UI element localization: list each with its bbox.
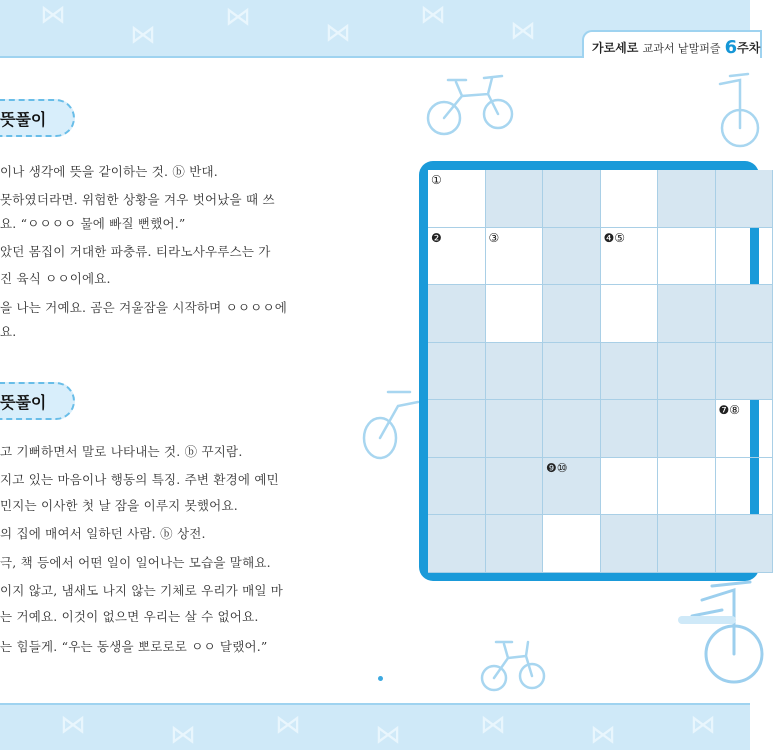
clue-line: 못하였더라면. 위험한 상황을 겨우 벗어났을 때 쓰 (0, 192, 275, 207)
grid-cell (601, 343, 659, 401)
clue-line: 요. “ㅇㅇㅇㅇ 물에 빠질 뻔했어.” (0, 216, 186, 231)
grid-cell (543, 285, 601, 343)
bow-icon: ⋈ (590, 720, 616, 750)
bow-icon: ⋈ (60, 710, 86, 740)
bow-icon: ⋈ (40, 0, 66, 30)
grid-cell (658, 400, 716, 458)
bow-icon: ⋈ (275, 710, 301, 740)
clue-line: 고 기뻐하면서 말로 나타내는 것. ⓑ 꾸지람. (0, 444, 243, 459)
grid-cell (716, 343, 773, 401)
bicycle-icon (700, 72, 760, 152)
grid-cell (543, 400, 601, 458)
section-label: 뜻풀이 (0, 393, 47, 412)
clue-line: 진 육식 ㅇㅇ이에요. (0, 271, 111, 286)
bicycle-icon (422, 68, 517, 140)
grid-cell (428, 285, 486, 343)
bow-icon: ⋈ (420, 0, 446, 30)
clue-line: 는 힘들게. “우는 동생을 뽀로로로 ㅇㅇ 달랬어.” (0, 639, 268, 654)
clue-line: 았던 몸집이 거대한 파충류. 티라노사우루스는 가 (0, 244, 271, 259)
bow-icon: ⋈ (480, 710, 506, 740)
clue-line: 는 거예요. 이것이 없으면 우리는 살 수 없어요. (0, 609, 259, 624)
grid-cell (658, 343, 716, 401)
grid-cell (716, 515, 773, 573)
grid-cell[interactable] (543, 515, 601, 573)
bow-icon: ⋈ (510, 16, 536, 46)
header-title: 가로세로 교과서 낱말퍼즐 6주차 (592, 37, 761, 58)
section-label: 뜻풀이 (0, 110, 47, 129)
clue-line: 지고 있는 마음이나 행동의 특징. 주변 환경에 예민 (0, 472, 279, 487)
grid-cell[interactable] (601, 170, 659, 228)
grid-cell (658, 285, 716, 343)
crossword-grid (428, 170, 750, 572)
grid-cell (486, 458, 544, 516)
clue-line: 을 나는 거예요. 곰은 겨울잠을 시작하며 ㅇㅇㅇㅇ에 (0, 300, 287, 315)
grid-cell[interactable] (716, 228, 773, 286)
grid-cell (543, 170, 601, 228)
grid-cell[interactable] (428, 228, 486, 286)
grid-cell[interactable] (428, 170, 486, 228)
grid-cell (486, 515, 544, 573)
grid-cell (428, 400, 486, 458)
clue-line: 민지는 이사한 첫 날 잠을 이루지 못했어요. (0, 498, 238, 513)
clue-number: ❷ (431, 230, 442, 245)
grid-cell (601, 400, 659, 458)
grid-cell (486, 400, 544, 458)
grid-cell[interactable] (601, 458, 659, 516)
bow-icon: ⋈ (170, 720, 196, 750)
clue-number: ❹⑤ (603, 230, 626, 245)
clue-line: 의 집에 매여서 일하던 사람. ⓑ 상전. (0, 526, 206, 541)
grid-cell (543, 458, 601, 516)
grid-cell[interactable] (658, 228, 716, 286)
grid-cell (428, 343, 486, 401)
grid-cell (543, 343, 601, 401)
clue-number: ❼⑧ (718, 403, 741, 417)
clue-line: 극, 책 등에서 어떤 일이 일어나는 모습을 말해요. (0, 555, 271, 570)
grid-cell (428, 515, 486, 573)
bow-icon: ⋈ (690, 710, 716, 740)
clue-number: ❾⑩ (546, 460, 568, 475)
grid-cell[interactable] (601, 285, 659, 343)
grid-cell (428, 458, 486, 516)
page-dot (378, 676, 383, 681)
clue-number: ③ (488, 230, 500, 245)
grid-cell[interactable] (601, 228, 659, 286)
clue-line: 이지 않고, 냄새도 나지 않는 기체로 우리가 매일 마 (0, 583, 284, 598)
grid-cell (543, 228, 601, 286)
bottom-band-border (0, 703, 750, 705)
grid-cell (601, 515, 659, 573)
grid-cell[interactable] (486, 228, 544, 286)
grid-cell[interactable] (716, 400, 773, 458)
clue-number: ① (431, 173, 442, 187)
bow-icon: ⋈ (225, 2, 251, 32)
grid-cell (716, 285, 773, 343)
bicycle-icon (358, 382, 420, 470)
grid-cell[interactable] (486, 285, 544, 343)
grid-cell[interactable] (716, 458, 773, 516)
bicycle-icon (672, 580, 752, 690)
clue-line: 요. (0, 324, 17, 339)
clue-line: 이나 생각에 뜻을 같이하는 것. ⓑ 반대. (0, 164, 218, 179)
grid-cell (486, 343, 544, 401)
bow-icon: ⋈ (325, 18, 351, 48)
grid-cell (658, 515, 716, 573)
grid-cell (486, 170, 544, 228)
bicycle-icon (478, 628, 546, 696)
grid-cell[interactable] (658, 458, 716, 516)
grid-cell (658, 170, 716, 228)
bow-icon: ⋈ (375, 720, 401, 750)
grid-cell (716, 170, 773, 228)
bow-icon: ⋈ (130, 20, 156, 50)
